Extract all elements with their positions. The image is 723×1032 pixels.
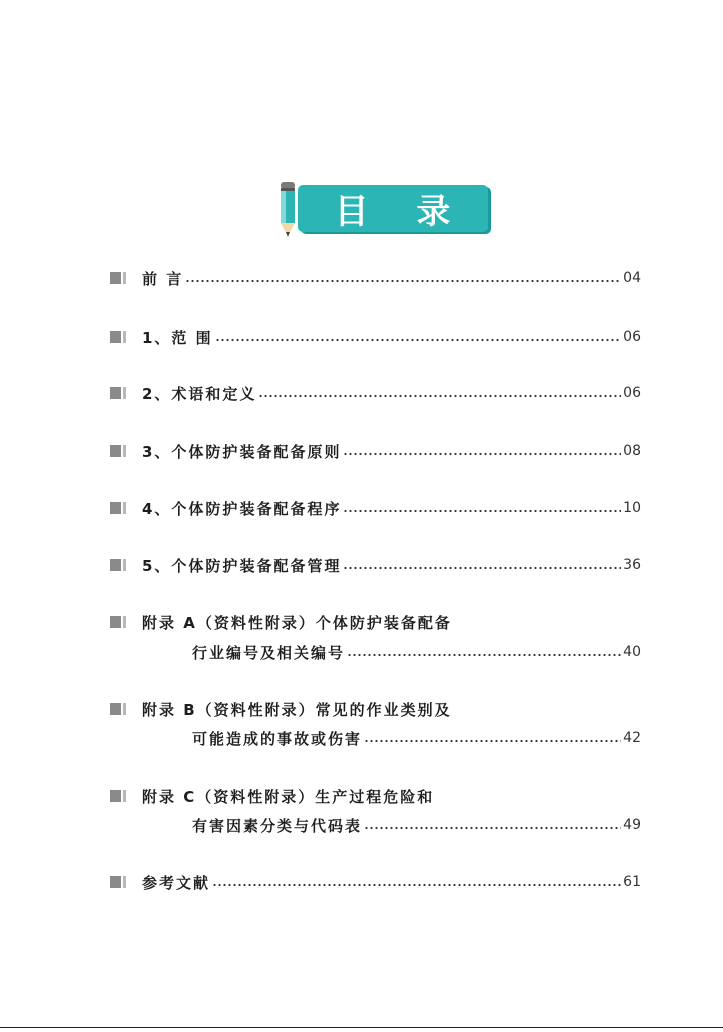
toc-entry-page: 49 (623, 817, 641, 833)
bullet-marker-icon (110, 326, 142, 348)
toc-entry-label: 参考文献 (142, 873, 211, 892)
toc-entry-label-continuation: 可能造成的事故或伤害 (192, 729, 363, 748)
toc-entry (110, 611, 641, 633)
dot-leader (343, 497, 621, 519)
bullet-marker-icon (110, 554, 142, 576)
toc-entry-label-continuation: 有害因素分类与代码表 (192, 816, 363, 835)
toc-entry-page: 08 (623, 443, 641, 459)
bullet-marker-icon (110, 440, 142, 462)
toc-entry-label: 3、个体防护装备配备原则 (142, 442, 342, 461)
toc-entry-label: 附录 B（资料性附录）常见的作业类别及 (142, 700, 452, 719)
toc-entry-page: 61 (623, 874, 641, 890)
toc-entry-label: 附录 C（资料性附录）生产过程危险和 (142, 787, 435, 806)
toc-entry-label: 1、范 围 (142, 328, 213, 347)
dot-leader (258, 382, 621, 404)
toc-entry (110, 326, 641, 348)
toc-entry-continuation (192, 727, 641, 749)
toc-entry (110, 267, 641, 289)
bullet-marker-icon (110, 698, 142, 720)
bullet-marker-icon (110, 497, 142, 519)
toc-entry-continuation (192, 641, 641, 663)
toc-entry (110, 871, 641, 893)
bullet-marker-icon (110, 267, 142, 289)
toc-entry-label: 前 言 (142, 269, 184, 288)
toc-entry-label-continuation: 行业编号及相关编号 (192, 643, 346, 662)
toc-entry-label: 附录 A（资料性附录）个体防护装备配备 (142, 613, 452, 632)
dot-leader (185, 267, 621, 289)
pencil-icon (278, 182, 298, 238)
toc-entry-page: 06 (623, 329, 641, 345)
dot-leader (212, 871, 621, 893)
toc-entry (110, 698, 641, 720)
toc-entry-page: 36 (623, 557, 641, 573)
toc-entry-continuation (192, 814, 641, 836)
toc-entry-page: 40 (623, 644, 641, 660)
dot-leader (343, 440, 621, 462)
dot-leader (343, 554, 621, 576)
toc-entry-label: 4、个体防护装备配备程序 (142, 499, 342, 518)
page-bottom-rule (0, 1027, 723, 1028)
dot-leader (364, 727, 621, 749)
toc-entry (110, 440, 641, 462)
toc-entry (110, 497, 641, 519)
dot-leader (364, 814, 621, 836)
title-banner-box (298, 185, 488, 232)
toc-entry-label: 2、术语和定义 (142, 384, 257, 403)
toc-entry (110, 382, 641, 404)
toc-entry-page: 06 (623, 385, 641, 401)
page-title: 目 录 (334, 192, 452, 232)
toc-entry-page: 10 (623, 500, 641, 516)
toc-entry-page: 42 (623, 730, 641, 746)
bullet-marker-icon (110, 871, 142, 893)
toc-entry-page: 04 (623, 270, 641, 286)
bullet-marker-icon (110, 785, 142, 807)
toc-title-banner (278, 182, 492, 238)
dot-leader (215, 326, 622, 348)
bullet-marker-icon (110, 382, 142, 404)
toc-entry (110, 554, 641, 576)
bullet-marker-icon (110, 611, 142, 633)
toc-entry (110, 785, 641, 807)
toc-entry-label: 5、个体防护装备配备管理 (142, 556, 342, 575)
dot-leader (347, 641, 621, 663)
